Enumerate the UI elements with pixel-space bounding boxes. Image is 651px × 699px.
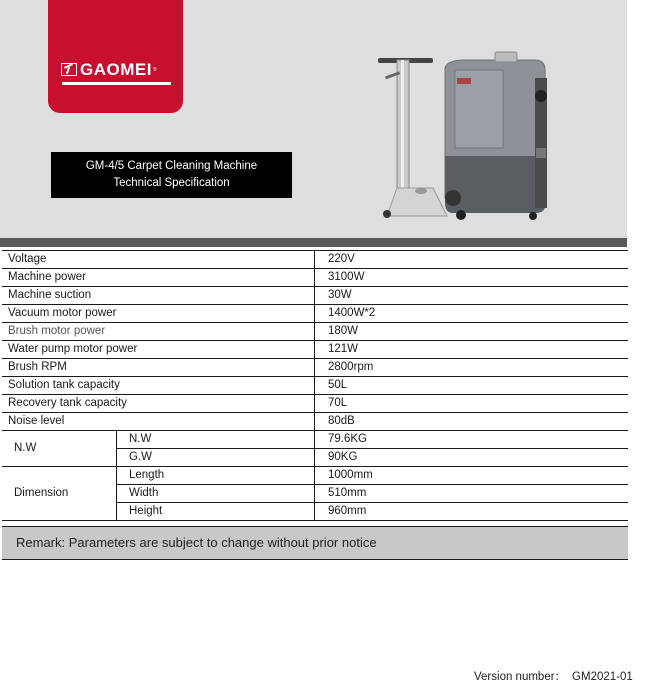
dimension-group-label: Dimension — [2, 467, 117, 521]
table-row — [2, 269, 628, 287]
logo-underline — [62, 82, 171, 85]
spec-label: Vacuum motor power — [2, 305, 315, 323]
spec-value: 1000mm — [315, 467, 629, 485]
spec-value: 510mm — [315, 485, 629, 503]
spec-value: 220V — [315, 251, 629, 269]
spec-value: 30W — [315, 287, 629, 305]
document-title — [51, 152, 292, 198]
table-row — [2, 395, 628, 413]
spec-value: 70L — [315, 395, 629, 413]
table-row — [2, 377, 628, 395]
version-label: Version number： — [474, 671, 567, 683]
spec-value: 80dB — [315, 413, 629, 431]
spec-label: Machine power — [2, 269, 315, 287]
spec-label: Length — [117, 467, 315, 485]
table-row — [2, 359, 628, 377]
spec-label: Water pump motor power — [2, 341, 315, 359]
spec-label: Solution tank capacity — [2, 377, 315, 395]
spec-value: 90KG — [315, 449, 629, 467]
title-line-2: Technical Specification — [113, 177, 230, 189]
spec-label: Recovery tank capacity — [2, 395, 315, 413]
spec-label: Machine suction — [2, 287, 315, 305]
spec-value: 50L — [315, 377, 629, 395]
specification-table — [2, 250, 628, 521]
table-row — [2, 431, 628, 449]
spec-label: Height — [117, 503, 315, 521]
version-value: GM2021-01 — [572, 671, 633, 683]
spec-label: Voltage — [2, 251, 315, 269]
carpet-cleaning-machine-image — [375, 48, 575, 228]
table-row — [2, 341, 628, 359]
spec-value: 121W — [315, 341, 629, 359]
spec-value: 1400W*2 — [315, 305, 629, 323]
table-row — [2, 305, 628, 323]
spec-value: 3100W — [315, 269, 629, 287]
spec-label: Brush motor power — [2, 323, 315, 341]
remark-note: Remark: Parameters are subject to change without prior notice — [2, 526, 628, 560]
runner-logo-icon — [61, 63, 77, 76]
spec-value: 960mm — [315, 503, 629, 521]
table-row — [2, 287, 628, 305]
spec-label: Noise level — [2, 413, 315, 431]
weight-group-label: N.W — [2, 431, 117, 467]
spec-label: N.W — [117, 431, 315, 449]
spec-value: 79.6KG — [315, 431, 629, 449]
header-divider-bar — [0, 238, 627, 247]
table-row — [2, 323, 628, 341]
brand-logo — [48, 0, 183, 113]
spec-label: Width — [117, 485, 315, 503]
spec-value: 180W — [315, 323, 629, 341]
title-line-1: GM-4/5 Carpet Cleaning Machine — [85, 160, 258, 172]
spec-label: G.W — [117, 449, 315, 467]
spec-label: Brush RPM — [2, 359, 315, 377]
brand-name: GAOMEI — [80, 60, 152, 79]
registered-mark: ® — [152, 66, 157, 73]
version-number — [474, 668, 633, 684]
spec-value: 2800rpm — [315, 359, 629, 377]
table-row — [2, 413, 628, 431]
table-row — [2, 251, 628, 269]
table-row — [2, 467, 628, 485]
